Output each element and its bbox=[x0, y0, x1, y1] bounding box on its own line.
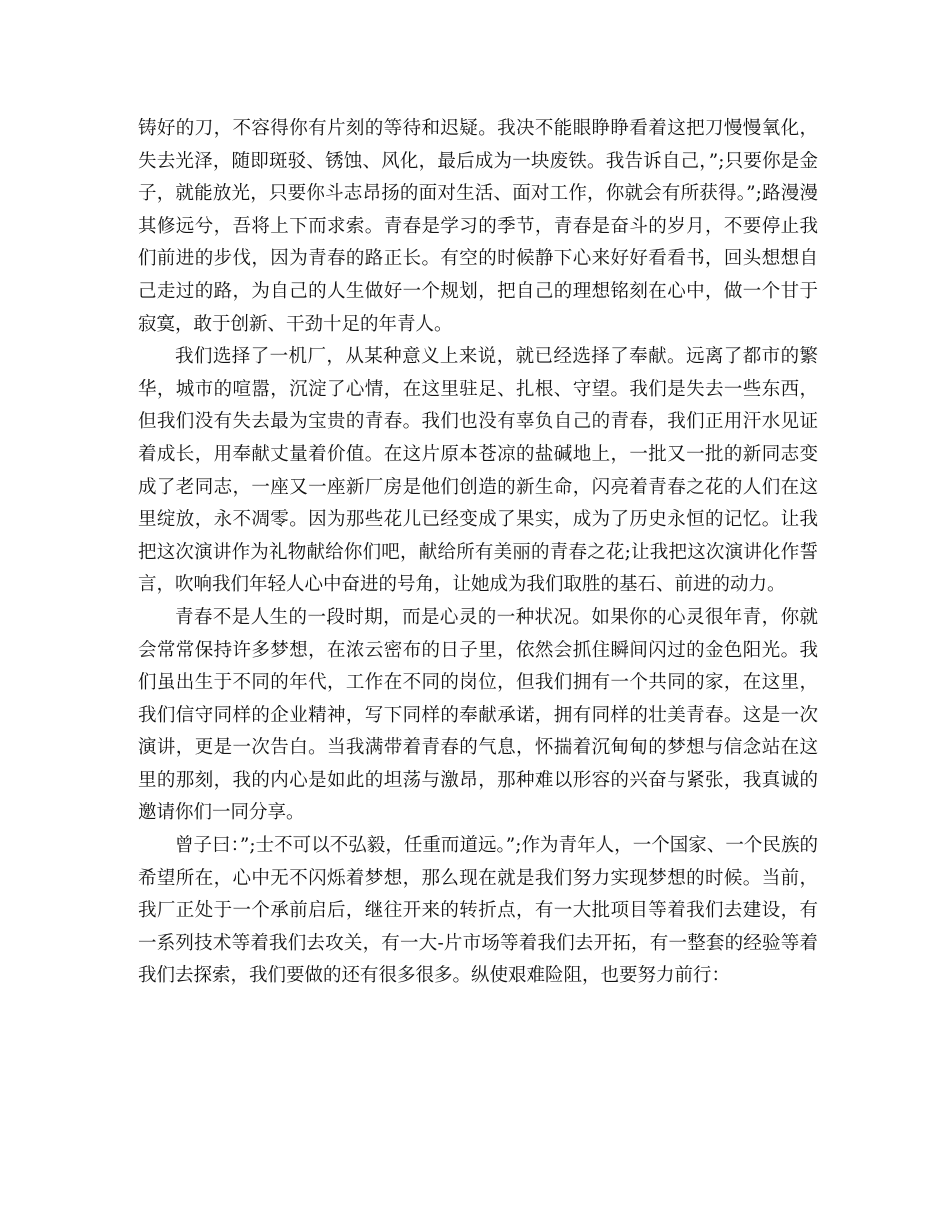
paragraph-4: 曾子曰：”;士不可以不弘毅，任重而道远。”;作为青年人，一个国家、一个民族的希望所在，心中无不闪烁着梦想，那么现在就是我们努力实现梦想的时候。当前，我厂正处于一个承前启后，继往开来的转折点，有一大批项目等着我们去建设，有一系列技术等着我们去攻关，有一大-片市场等着我们去开拓，有一整套的经验等着我们去探索，我们要做的还有很多很多。纵使艰难险阻，也要努力前行： bbox=[138, 835, 818, 987]
document-body bbox=[138, 113, 818, 993]
paragraph-3: 青春不是人生的一段时期，而是心灵的一种状况。如果你的心灵很年青，你就会常常保持许多梦想，在浓云密布的日子里，依然会抓住瞬间闪过的金色阳光。我们虽出生于不同的年代，工作在不同的岗位，但我们拥有一个共同的家，在这里，我们信守同样的企业精神，写下同样的奉献承诺，拥有同样的壮美青春。这是一次演讲，更是一次告白。当我满带着青春的气息，怀揣着沉甸甸的梦想与信念站在这里的那刻，我的内心是如此的坦荡与激昂，那种难以形容的兴奋与紧张，我真诚的邀请你们一同分享。 bbox=[138, 606, 818, 824]
paragraph-1: 铸好的刀，不容得你有片刻的等待和迟疑。我决不能眼睁睁看着这把刀慢慢氧化，失去光泽，随即斑驳、锈蚀、风化，最后成为一块废铁。我告诉自己，”;只要你是金子，就能放光，只要你斗志昂扬的面对生活、面对工作，你就会有所获得。”;路漫漫其修远兮，吾将上下而求索。青春是学习的季节，青春是奋斗的岁月，不要停止我们前进的步伐，因为青春的路正长。有空的时候静下心来好好看看书，回头想想自己走过的路，为自己的人生做好一个规划，把自己的理想铭刻在心中，做一个甘于寂寞，敢于创新、干劲十足的年青人。 bbox=[138, 118, 818, 335]
paragraph-2: 我们选择了一机厂，从某种意义上来说，就已经选择了奉献。远离了都市的繁华，城市的喧嚣，沉淀了心情，在这里驻足、扎根、守望。我们是失去一些东西，但我们没有失去最为宝贵的青春。我们也没有辜负自己的青春，我们正用汗水见证着成长，用奉献丈量着价值。在这片原本苍凉的盐碱地上，一批又一批的新同志变成了老同志，一座又一座新厂房是他们创造的新生命，闪亮着青春之花的人们在这里绽放，永不凋零。因为那些花儿已经变成了果实，成为了历史永恒的记忆。让我把这次演讲作为礼物献给你们吧，献给所有美丽的青春之花;让我把这次演讲化作誓言，吹响我们年轻人心中奋进的号角，让她成为我们取胜的基石、前进的动力。 bbox=[138, 346, 818, 596]
